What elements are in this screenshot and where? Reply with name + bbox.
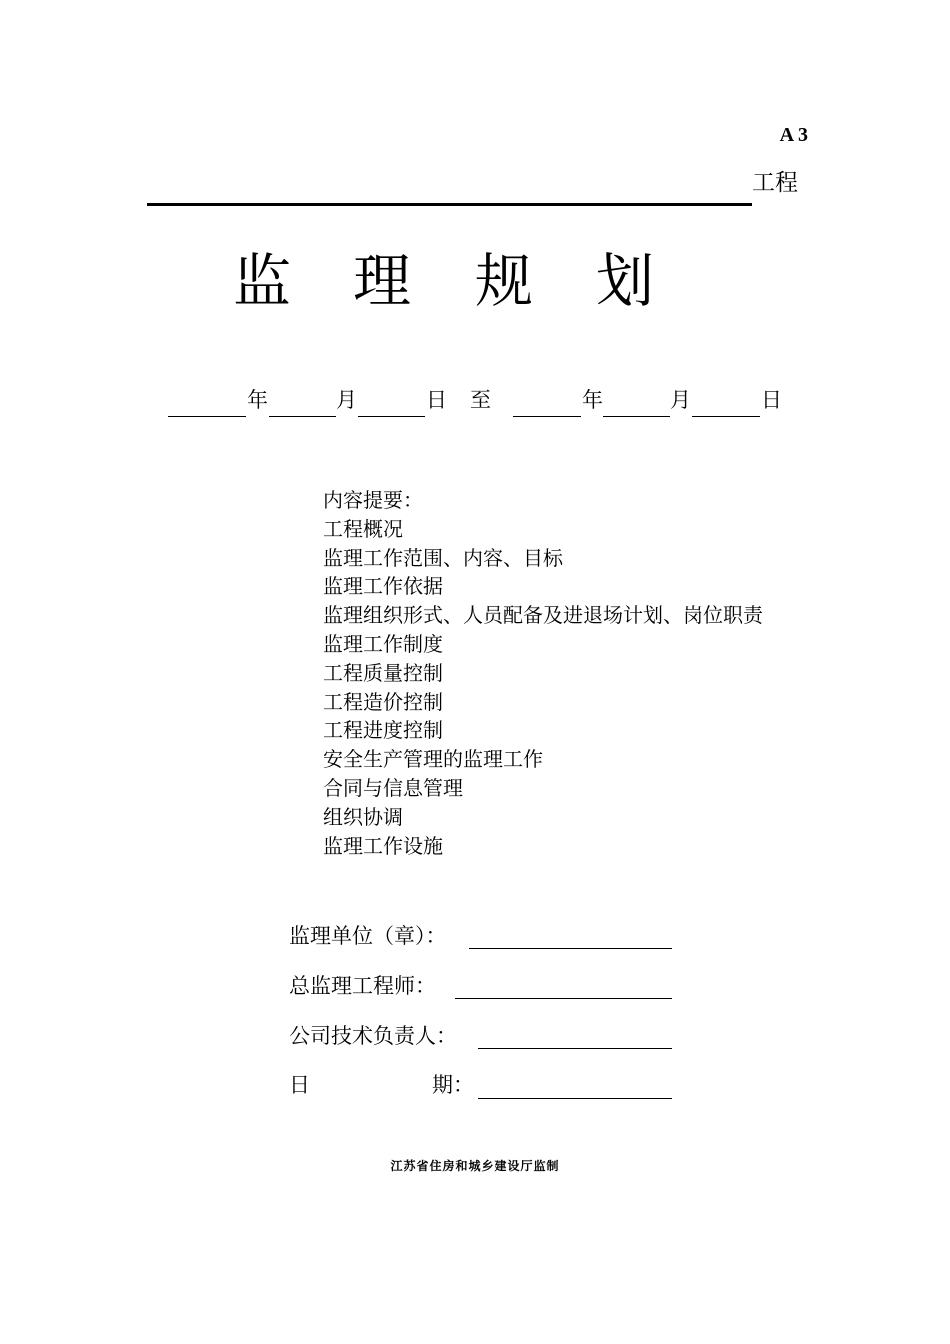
contents-item: 工程质量控制 <box>323 660 443 685</box>
supervision-unit-label: 监理单位（章）： <box>289 924 447 948</box>
end-month-blank <box>603 416 670 417</box>
start-day-blank <box>358 416 425 417</box>
contents-item: 工程进度控制 <box>323 718 443 743</box>
start-day-label: 日 <box>426 388 447 412</box>
period-to-label: 至 <box>470 388 491 412</box>
contents-item: 监理组织形式、人员配备及进退场计划、岗位职责 <box>323 603 763 628</box>
contents-item: 工程造价控制 <box>323 689 443 714</box>
title-char: 理 <box>353 247 412 315</box>
end-month-label: 月 <box>670 388 691 412</box>
contents-heading: 内容提要： <box>323 488 423 512</box>
date-field[interactable] <box>478 1098 672 1099</box>
start-month-blank <box>269 416 336 417</box>
start-year-label: 年 <box>247 388 268 412</box>
start-month-label: 月 <box>336 388 357 412</box>
tech-lead-label: 公司技术负责人： <box>289 1024 457 1048</box>
end-day-label: 日 <box>761 388 782 412</box>
end-year-blank <box>513 416 581 417</box>
contents-item: 监理工作制度 <box>323 631 443 656</box>
title-char: 划 <box>596 247 655 315</box>
contents-item: 组织协调 <box>323 804 403 829</box>
end-year-label: 年 <box>582 388 603 412</box>
contents-item: 监理工作依据 <box>323 574 443 599</box>
project-name-underline <box>147 203 752 206</box>
chief-engineer-field[interactable] <box>455 998 672 999</box>
chief-engineer-label: 总监理工程师： <box>289 974 436 998</box>
contents-item: 监理工作设施 <box>323 833 443 858</box>
project-name-suffix: 工程 <box>752 170 798 196</box>
supervision-unit-field[interactable] <box>469 948 672 949</box>
title-char: 规 <box>475 247 534 315</box>
start-year-blank <box>168 416 246 417</box>
title-char: 监 <box>233 247 292 315</box>
form-code: A 3 <box>779 124 808 146</box>
contents-item: 工程概况 <box>323 516 403 541</box>
issuer-footer: 江苏省住房和城乡建设厅监制 <box>390 1159 560 1173</box>
date-label-end: 期： <box>432 1073 474 1097</box>
end-day-blank <box>692 416 760 417</box>
contents-summary <box>323 486 763 860</box>
date-label-start: 日 <box>289 1073 310 1097</box>
tech-lead-field[interactable] <box>478 1048 672 1049</box>
contents-item: 安全生产管理的监理工作 <box>323 747 543 772</box>
contents-item: 监理工作范围、内容、目标 <box>323 545 563 570</box>
contents-item: 合同与信息管理 <box>323 775 463 800</box>
